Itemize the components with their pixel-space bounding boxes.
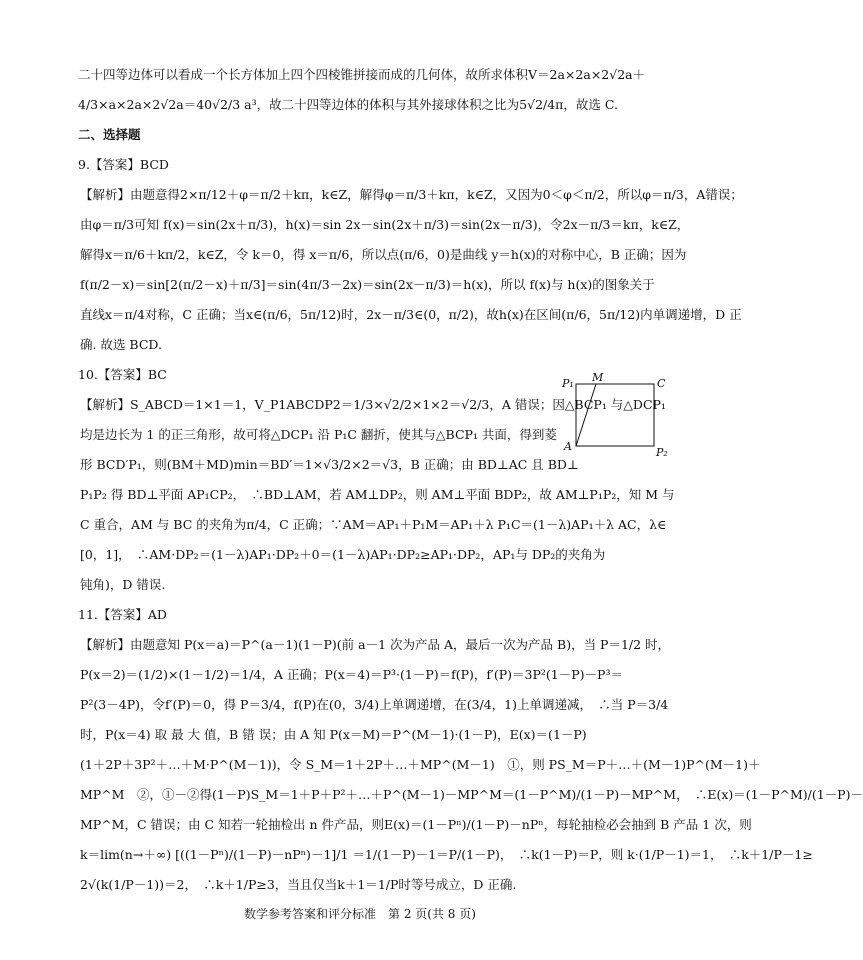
q10-line: 形 BCD′P₁，则(BM＋MD)min＝BD′＝1×√3/2×2＝√3，B 正确；由 BD⊥AC 且 BD⊥: [80, 457, 579, 472]
q11-line: 2√(k(1/P－1))＝2， ∴k＋1/P≥3，当且仅当k＋1＝1/P时等号成立，D 正确.: [80, 877, 517, 892]
q10-line: C 重合，AM 与 BC 的夹角为π/4，C 正确；∵AM＝AP₁＋P₁M＝AP₁＋λ P₁C＝(1－λ)AP₁＋λ AC，λ∈: [80, 517, 667, 532]
q11-line: P(x＝2)＝(1/2)×(1－1/2)＝1/4，A 正确；P(x＝4)＝P³·(1－P)＝f(P)，f′(P)＝3P²(1－P)－P³＝: [80, 667, 623, 682]
q10-line: [0，1]， ∴AM·DP₂＝(1－λ)AP₁·DP₂＋0＝(1－λ)AP₁·DP₂≥AP₁·DP₂，AP₁与 DP₂的夹角为: [80, 547, 606, 562]
label-m: M: [592, 371, 604, 384]
intro-line-1: 二十四等边体可以看成一个长方体加上四个四棱锥拼接而成的几何体，故所求体积V＝2a×2a×2√2a＋: [78, 67, 646, 82]
label-p1: P₁: [562, 377, 574, 390]
q9-line: 由φ＝π/3可知 f(x)＝sin(2x＋π/3)，h(x)＝sin 2x－sin(2x＋π/3)＝sin(2x－π/3)，令2x－π/3＝kπ，k∈Z，: [80, 217, 690, 232]
page-footer: 数学参考答案和评分标准 第 2 页(共 8 页): [244, 907, 476, 921]
q9-line: 【解析】由题意得2×π/12＋φ＝π/2＋kπ，k∈Z，解得φ＝π/3＋kπ，k∈Z，又因为0＜φ＜π/2，所以φ＝π/3，A错误；: [80, 187, 743, 202]
q9-answer: 9.【答案】BCD: [78, 157, 169, 172]
figure-line-am: [576, 384, 596, 446]
q10-line: 钝角)，D 错误.: [80, 577, 166, 592]
geometry-figure: [562, 371, 668, 459]
q11-line: 【解析】由题意知 P(x＝a)＝P^(a－1)(1－P)(前 a－1 次为产品 A，最后一次为产品 B)，当 P＝1/2 时，: [80, 637, 671, 652]
label-a: A: [564, 440, 572, 453]
section-heading: 二、选择题: [78, 127, 141, 142]
q10-answer: 10.【答案】BC: [78, 367, 167, 382]
q11-line: (1＋2P＋3P²＋…＋M·P^(M－1))，令 S_M＝1＋2P＋…＋MP^(M－1) ①，则 PS_M＝P＋…＋(M－1)P^(M－1)＋: [80, 757, 761, 772]
q9-line: 确. 故选 BCD.: [80, 337, 162, 352]
figure-square: [576, 384, 654, 446]
q10-line: 均是边长为 1 的正三角形，故可将△DCP₁ 沿 P₁C 翻折，使其与△BCP₁ 共面，得到菱: [80, 427, 557, 442]
q11-line: MP^M，C 错误；由 C 知若一轮抽检出 n 件产品，则E(x)＝(1－Pⁿ)/(1－P)－nPⁿ，每轮抽检必会抽到 B 产品 1 次，则: [80, 817, 752, 832]
q9-line: 直线x＝π/4对称，C 正确；当x∈(π/6，5π/12)时，2x－π/3∈(0，π/2)，故h(x)在区间(π/6，5π/12)内单调递增，D 正: [80, 307, 742, 322]
q11-line: P²(3－4P)，令f′(P)＝0，得 P＝3/4，f(P)在(0，3/4)上单调递增，在(3/4，1)上单调递减， ∴当 P＝3/4: [80, 697, 669, 712]
q11-answer: 11.【答案】AD: [78, 607, 167, 622]
q9-line: 解得x＝π/6＋kπ/2，k∈Z，令 k＝0，得 x＝π/6，所以点(π/6，0)是曲线 y＝h(x)的对称中心，B 正确；因为: [80, 247, 687, 262]
q10-line: 【解析】S_ABCD＝1×1＝1，V_P1ABCDP2＝1/3×√2/2×1×2＝√2/3，A 错误；因△BCP₁ 与△DCP₁: [80, 397, 666, 412]
q11-line: k＝lim(n→＋∞) [((1－Pⁿ)/(1－P)－nPⁿ)－1]/1 ＝1/(1－P)－1＝P/(1－P)， ∴k(1－P)＝P，则 k·(1/P－1)＝1， ∴k＋1/P－1≥: [80, 847, 813, 862]
label-p2: P₂: [656, 446, 668, 459]
q11-line: 时，P(x＝4) 取 最 大 值，B 错 误；由 A 知 P(x＝M)＝P^(M－1)·(1－P)，E(x)＝(1－P): [80, 727, 587, 742]
q10-line: P₁P₂ 得 BD⊥平面 AP₁CP₂， ∴BD⊥AM，若 AM⊥DP₂，则 AM⊥平面 BDP₂，故 AM⊥P₁P₂，知 M 与: [80, 487, 675, 502]
q9-line: f(π/2－x)＝sin[2(π/2－x)＋π/3]＝sin(4π/3－2x)＝sin(2x－π/3)＝h(x)，所以 f(x)与 h(x)的图象关于: [80, 277, 655, 292]
q11-line: MP^M ②，①－②得(1－P)S_M＝1＋P＋P²＋…＋P^(M－1)－MP^M＝(1－P^M)/(1－P)－MP^M， ∴E(x)＝(1－P^M)/(1－P)－: [80, 787, 863, 802]
intro-line-2: 4/3×a×2a×2√2a＝40√2/3 a³，故二十四等边体的体积与其外接球体积之比为5√2/4π，故选 C.: [78, 97, 618, 112]
label-c: C: [657, 377, 666, 390]
figure-svg: [562, 371, 668, 459]
solution-content: [78, 60, 863, 900]
